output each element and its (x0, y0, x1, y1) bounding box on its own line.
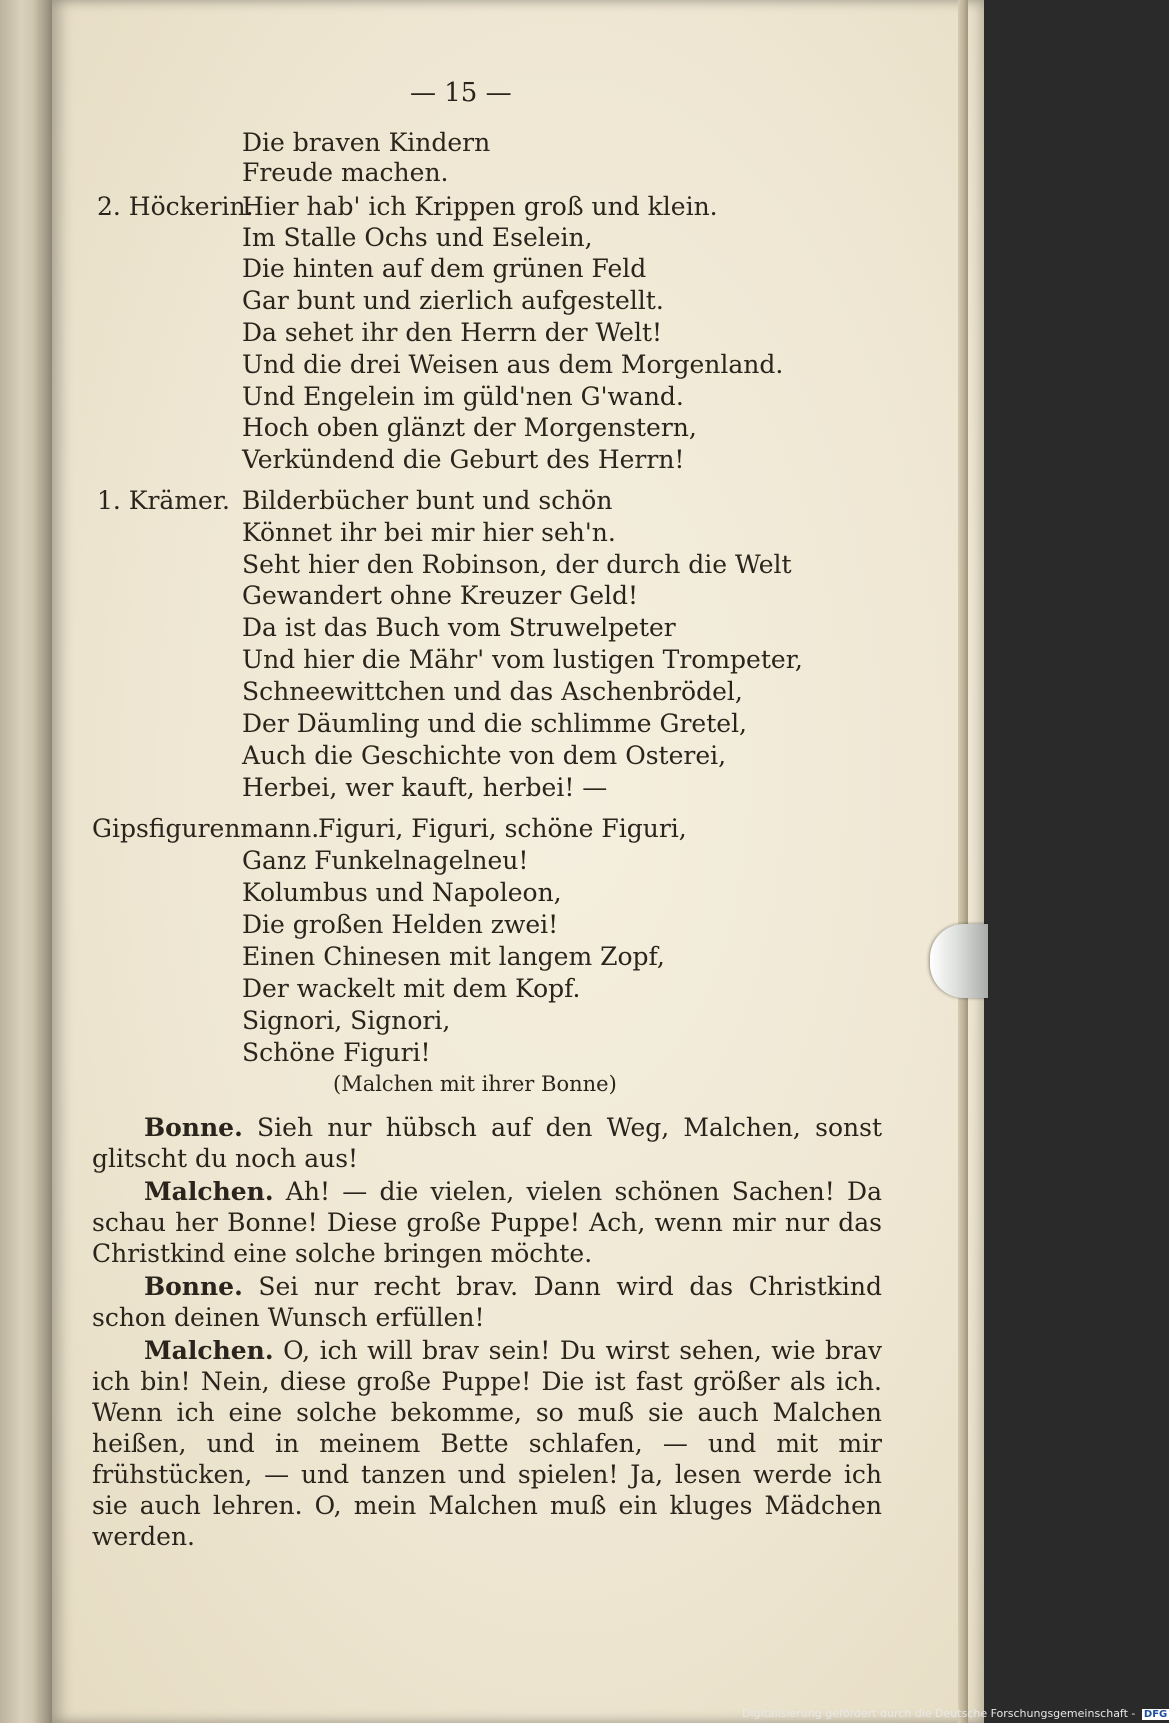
verse-line: Schöne Figuri! (242, 1038, 431, 1067)
verse-line: Hier hab' ich Krippen groß und klein. (242, 192, 718, 221)
left-page-stack (0, 0, 60, 1723)
verse-line: Gewandert ohne Kreuzer Geld! (242, 581, 639, 610)
dialogue-speaker: Malchen. (144, 1177, 274, 1206)
dialogue-paragraph (92, 1271, 882, 1333)
dialogue-block (92, 1112, 882, 1552)
verse-line: Hoch oben glänzt der Morgenstern, (242, 413, 697, 442)
page-number: — 15 — (410, 78, 512, 108)
verse-line: Im Stalle Ochs und Eselein, (242, 223, 593, 252)
verse-line: Verkündend die Geburt des Herrn! (242, 445, 685, 474)
verse-line: Da sehet ihr den Herrn der Welt! (242, 318, 663, 347)
verse-line: Und Engelein im güld'nen G'wand. (242, 382, 684, 411)
verse-line: Der Däumling und die schlimme Gretel, (242, 709, 748, 738)
verse-line: Figuri, Figuri, schöne Figuri, (318, 814, 687, 843)
dialogue-paragraph (92, 1335, 882, 1552)
dialogue-paragraph (92, 1176, 882, 1269)
verse-line: Freude machen. (242, 158, 449, 187)
verse-line: Herbei, wer kauft, herbei! — (242, 773, 608, 802)
speaker-label: 1. Krämer. (97, 486, 230, 515)
footer-text: Digitalisierung gefördert durch die Deutsche Forschungsgemeinschaft - (742, 1707, 1136, 1720)
verse-line: Die hinten auf dem grünen Feld (242, 254, 647, 283)
verse-line: Der wackelt mit dem Kopf. (242, 974, 581, 1003)
verse-line: Bilderbücher bunt und schön (242, 486, 613, 515)
verse-line: Die braven Kindern (242, 128, 491, 157)
dialogue-speaker: Bonne. (144, 1113, 243, 1142)
speaker-label: 2. Höckerin. (97, 192, 254, 221)
verse-line: Und die drei Weisen aus dem Morgenland. (242, 350, 784, 379)
stage-direction: (Malchen mit ihrer Bonne) (333, 1072, 617, 1096)
verse-line: Schneewittchen und das Aschenbrödel, (242, 677, 743, 706)
verse-line: Und hier die Mähr' vom lustigen Trompeter, (242, 645, 803, 674)
page-edge (958, 0, 968, 1723)
digitization-footer (742, 1707, 1169, 1720)
dialogue-speaker: Malchen. (144, 1336, 274, 1365)
dialogue-text: O, ich will brav sein! Du wirst sehen, wie brav ich bin! Nein, diese große Puppe! Die ist fast größer als ich. Wenn ich eine solche bekomme, so muß sie auch Malchen heißen, und in meinem Bette schlafen, — und mit mir frühstücken, — und tanzen und spielen! Ja, lesen werde ich sie auch lehren. O, mein Malchen muß ein kluges Mädchen werden. (92, 1336, 882, 1551)
verse-line: Ganz Funkelnagelneu! (242, 846, 529, 875)
verse-line: Seht hier den Robinson, der durch die Welt (242, 550, 792, 579)
verse-line: Da ist das Buch vom Struwelpeter (242, 613, 676, 642)
verse-line: Signori, Signori, (242, 1006, 451, 1035)
verse-line: Auch die Geschichte von dem Osterei, (242, 741, 727, 770)
verse-line: Gar bunt und zierlich aufgestellt. (242, 286, 664, 315)
dialogue-text: Sei nur recht brav. Dann wird das Christkind schon deinen Wunsch erfüllen! (92, 1272, 882, 1332)
verse-line: Die großen Helden zwei! (242, 910, 559, 939)
dialogue-paragraph (92, 1112, 882, 1174)
dialogue-speaker: Bonne. (144, 1272, 243, 1301)
dfg-logo: DFG (1143, 1709, 1168, 1720)
dialogue-text: Ah! — die vielen, vielen schönen Sachen! Da schau her Bonne! Diese große Puppe! Ach, wenn mir nur das Christkind eine solche bringen möchte. (92, 1177, 882, 1268)
speaker-label: Gipsfigurenmann. (92, 814, 320, 843)
verse-line: Könnet ihr bei mir hier seh'n. (242, 518, 616, 547)
verse-line: Kolumbus und Napoleon, (242, 878, 562, 907)
dialogue-text: Sieh nur hübsch auf den Weg, Malchen, sonst glitscht du noch aus! (92, 1113, 882, 1173)
page-tab-marker (930, 924, 988, 998)
verse-line: Einen Chinesen mit langem Zopf, (242, 942, 665, 971)
